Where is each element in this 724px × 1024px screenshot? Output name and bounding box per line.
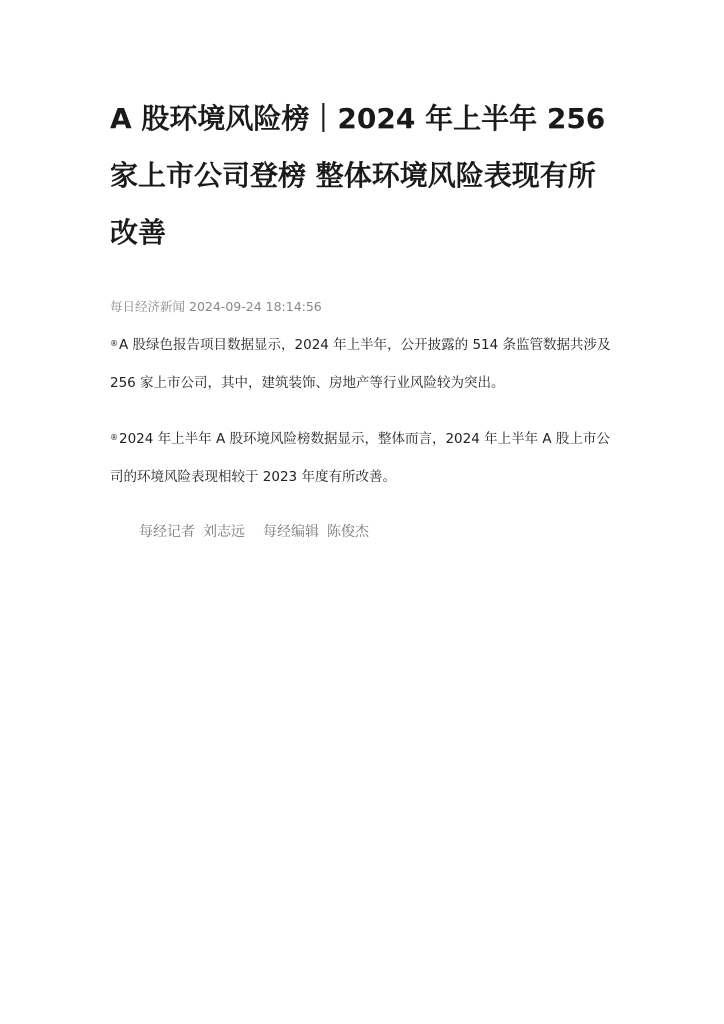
summary-paragraph-2-text: 2024 年上半年 A 股环境风险榜数据显示，整体而言，2024 年上半年 A 股上市公司的环境风险表现相较于 2023 年度有所改善。 [110,431,610,485]
registered-mark-icon: ® [110,339,118,348]
reporter-label: 每经记者 [139,524,195,540]
summary-paragraph-1 [110,325,620,402]
editor-label: 每经编辑 [263,524,319,540]
article-meta [110,297,322,315]
summary-paragraph-1-text: A 股绿色报告项目数据显示，2024 年上半年，公开披露的 514 条监管数据共涉及 256 家上市公司，其中，建筑装饰、房地产等行业风险较为突出。 [110,337,611,391]
editor-name: 陈俊杰 [327,524,369,540]
article-datetime: 2024-09-24 18:14:56 [189,299,322,314]
summary-paragraph-2 [110,419,620,496]
article-title: A 股环境风险榜｜2024 年上半年 256 家上市公司登榜 整体环境风险表现有所改善 [110,102,606,249]
article-source: 每日经济新闻 [110,299,186,314]
article-credits [139,521,369,541]
reporter-name: 刘志远 [203,524,245,540]
registered-mark-icon: ® [110,433,118,442]
